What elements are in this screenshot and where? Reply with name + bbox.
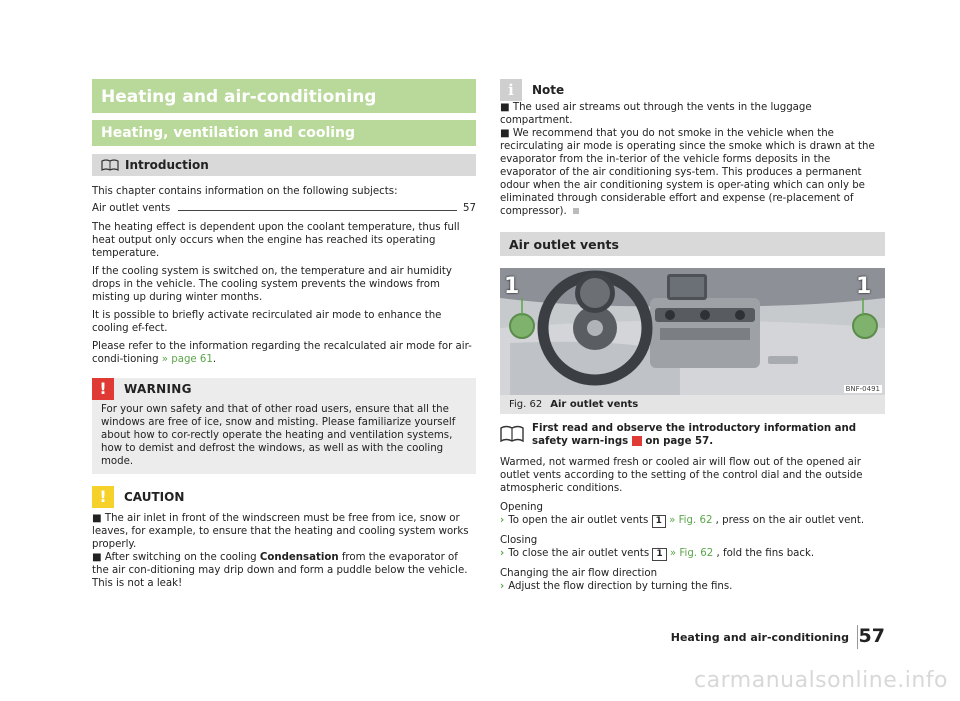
end-square-icon [573, 208, 579, 214]
caution-bullet-2 [92, 551, 476, 590]
fig-link[interactable]: » Fig. 62 [666, 548, 714, 559]
warning-title: WARNING [124, 382, 192, 396]
direction-text: Adjust the flow direction by turning the fins. [508, 581, 733, 592]
right-column [500, 79, 885, 593]
refer-end: . [212, 354, 217, 365]
safety-notice [500, 422, 885, 448]
callout-key: 1 [652, 548, 666, 561]
page-footer [500, 625, 885, 647]
figure-caption-text: Air outlet vents [550, 399, 639, 410]
section-title: Heating, ventilation and cooling [92, 120, 476, 146]
caution-b2-pre: ■ After switching on the cooling [92, 552, 260, 563]
caution-b2-post: from the evaporator of the air con-ditioning may drip down and form a puddle below the vehicle. This is not a leak! [92, 552, 468, 589]
figure-number: Fig. 62 [509, 399, 543, 410]
callout-right: 1 [856, 274, 872, 299]
left-column [92, 79, 476, 590]
callout-left: 1 [504, 274, 520, 299]
safety-text [532, 422, 885, 448]
opening-label: Opening [500, 502, 543, 513]
book-icon [101, 159, 119, 171]
paragraph-refer [92, 340, 476, 366]
watermark: carmanualsonline.info [694, 668, 948, 693]
warning-text: For your own safety and that of other road users, ensure that all the windows are free of ice, snow and misting. Please familiarize yourself about how to cor-rectly operate the heating and ventilation systems, how to demist and defrost the windows, as well as with the cooling mode. [101, 404, 456, 467]
book-icon [500, 422, 524, 444]
footer-page-number: 57 [858, 625, 885, 647]
toc-label: Air outlet vents [92, 203, 171, 214]
note-b2-text: ■ We recommend that you do not smoke in the vehicle when the recirculating air mode is operating since the smoke which is drawn at the evaporator from the in-terior of the vehicle forms deposits in the evaporator of the air conditioning sys-tem. This produces a permanent odour when the air conditioning system is oper-ating which can only be eliminated through considerable effort and expense (re-placement of compressor). [500, 128, 875, 217]
footer-chapter: Heating and air-conditioning [670, 631, 849, 644]
warning-box [92, 378, 476, 474]
opening-step [500, 514, 885, 528]
caution-header [92, 486, 476, 508]
callout-key: 1 [652, 515, 666, 528]
caution-bullet-1: ■ The air inlet in front of the windscreen must be free from ice, snow or leaves, for example, to ensure that the heating and cooling system works properly. [92, 513, 469, 550]
fig-link[interactable]: » Fig. 62 [665, 515, 713, 526]
opening-post: , press on the air outlet vent. [712, 515, 865, 526]
chevron-right-icon: › [500, 548, 505, 559]
warning-small-icon [632, 436, 642, 446]
page-link[interactable]: » page 61 [161, 354, 213, 365]
refer-text: Please refer to the information regarding the recalculated air mode for air-condi-tioning [92, 341, 472, 365]
note-bullet-1: ■ The used air streams out through the vents in the luggage compartment. [500, 102, 812, 126]
info-icon: i [500, 79, 522, 101]
warning-header [92, 378, 476, 400]
closing-step [500, 547, 885, 561]
introduction-heading [92, 154, 476, 176]
safety-pre: First read and observe the introductory information and safety warn-ings [532, 423, 857, 447]
direction-step [500, 580, 885, 593]
caution-b2-bold: Condensation [259, 552, 339, 563]
note-bullet-2 [500, 127, 885, 218]
paragraph-cooling: If the cooling system is switched on, the temperature and air humidity drops in the vehicle. The cooling system prevents the windows from misting up during winter months. [92, 266, 452, 303]
note-box [500, 79, 885, 218]
chapter-title: Heating and air-conditioning [92, 79, 476, 113]
figure-dashboard [500, 268, 885, 395]
paragraph-recirculate: It is possible to briefly activate recirculated air mode to enhance the cooling ef-fect. [92, 310, 442, 334]
opening-pre: To open the air outlet vents [508, 515, 652, 526]
caution-icon: ! [92, 486, 114, 508]
direction-label: Changing the air flow direction [500, 568, 658, 579]
paragraph-heating: The heating effect is dependent upon the coolant temperature, thus full heat output only occurs when the engine has reached its operating temperature. [92, 222, 460, 259]
dashboard-illustration [500, 268, 885, 395]
caution-box [92, 486, 476, 590]
introduction-label: Introduction [125, 158, 209, 172]
chevron-right-icon: › [500, 515, 505, 526]
safety-post: on page 57. [641, 436, 714, 447]
air-outlet-heading: Air outlet vents [500, 232, 885, 256]
note-title: Note [532, 83, 565, 97]
closing-pre: To close the air outlet vents [508, 548, 653, 559]
chevron-right-icon: › [500, 581, 505, 592]
toc-leader [178, 210, 457, 211]
closing-post: , fold the fins back. [713, 548, 815, 559]
figure-caption [500, 395, 885, 414]
figure-code: BNF-0491 [845, 385, 880, 393]
toc-entry[interactable] [92, 203, 476, 214]
note-header [500, 79, 885, 101]
outlet-description: Warmed, not warmed fresh or cooled air will flow out of the opened air outlet vents according to the setting of the control dial and the outside atmospheric conditions. [500, 457, 863, 494]
caution-title: CAUTION [124, 490, 185, 504]
toc-page: 57 [463, 203, 476, 214]
intro-text: This chapter contains information on the following subjects: [92, 186, 398, 197]
closing-label: Closing [500, 535, 538, 546]
warning-icon: ! [92, 378, 114, 400]
